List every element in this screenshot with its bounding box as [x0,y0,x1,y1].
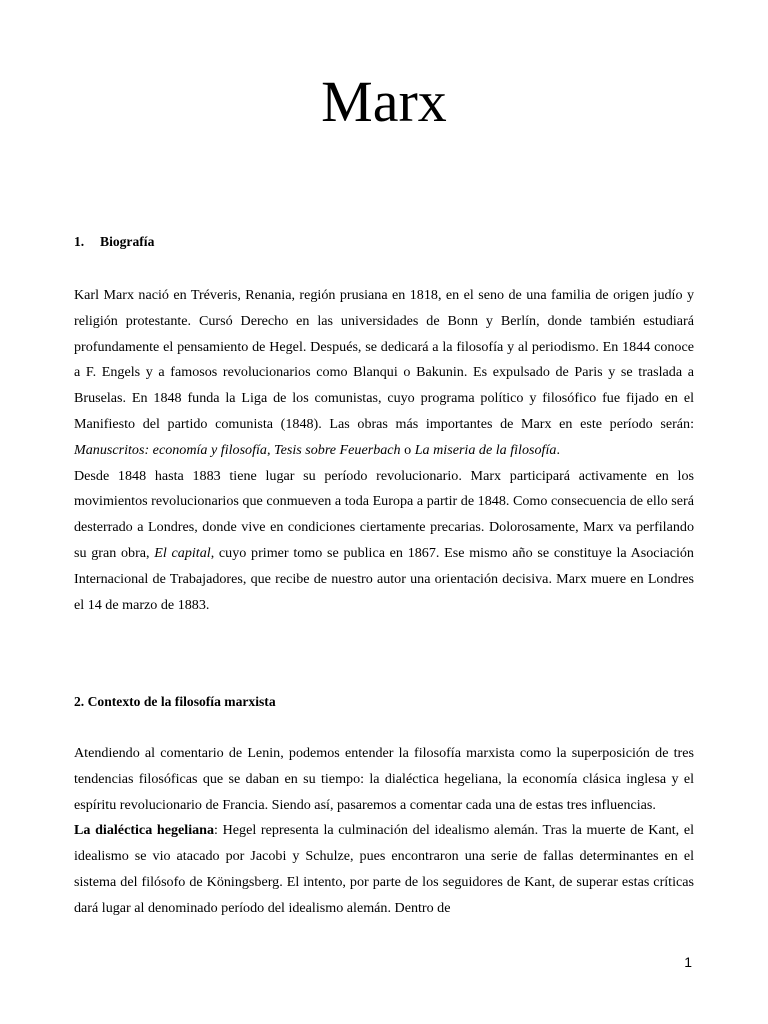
work-title: Tesis sobre Feuerbach [274,441,401,458]
separator: , [266,441,275,458]
paragraph-text: Karl Marx nació en Tréveris, Renania, región prusiana en 1818, en el seno de una familia de origen judío y religión protestante. Cursó Derecho en las universidades de Bonn y Berlín, donde también estudiará profundamente el pensamiento de Hegel. Después, se dedicará a la filosofía y al periodismo. En 1844 conoce a F. Engels y a famosos revolucionarios como Blanqui o Bakunin. Es expulsado de Paris y se traslada a Bruselas. En 1848 funda la Liga de los comunistas, cuyo programa político y filosófico fue fijado en el Manifiesto del partido comunista (1848). Las obras más importantes de Marx en este período serán: [74,287,694,432]
section-1-number: 1. [74,234,85,249]
section-1-body [74,283,694,618]
section-1-heading [74,233,154,251]
term-heading: La dialéctica hegeliana [74,822,215,839]
page-number: 1 [684,954,692,970]
context-paragraph-1: Atendiendo al comentario de Lenin, podemos entender la filosofía marxista como la superposición de tres tendencias filosóficas que se daban en su tiempo: la dialéctica hegeliana, la economía clásica inglesa y el espíritu revolucionario de Francia. Siendo así, pasaremos a comentar cada una de estas tres influencias. [74,745,694,813]
paragraph-text: , cuyo primer tomo se publica en 1867. Ese mismo año se constituye la Asociación Internacional de Trabajadores, que recibe de nuestro autor una orientación decisiva. Marx muere en Londres el 14 de marzo de 1883. [74,544,694,613]
paragraph-text: : Hegel representa la culminación del idealismo alemán. Tras la muerte de Kant, el idealismo se vio atacado por Jacobi y Schulze, pues encontraron una serie de fallas determinantes en el sistema del filósofo de Köningsberg. El intento, por parte de los seguidores de Kant, de superar estas críticas dará lugar al denominado período del idealismo alemán. Dentro de [74,822,694,916]
section-1-title: Biografía [100,234,155,249]
section-2-heading: 2. Contexto de la filosofía marxista [74,694,276,709]
work-title: Manuscritos: economía y filosofía [74,441,267,458]
paragraph-text: Desde 1848 hasta 1883 tiene lugar su período revolucionario. Marx participará activamente en los movimientos revolucionarios que conmueven a toda Europa a partir de 1848. Como consecuencia de ello será desterrado a Londres, donde vive en condiciones ciertamente precarias. Dolorosamente, Marx va perfilando su gran obra, [74,467,694,561]
separator: . [556,441,560,458]
document-title: Marx [321,69,447,134]
context-paragraph-2 [74,818,694,921]
work-title: La miseria de la filosofía [414,441,557,458]
section-2-body [74,741,694,922]
biography-paragraph-2 [74,464,694,619]
separator: o [400,441,415,458]
biography-paragraph-1 [74,283,694,464]
work-title: El capital [154,544,211,561]
